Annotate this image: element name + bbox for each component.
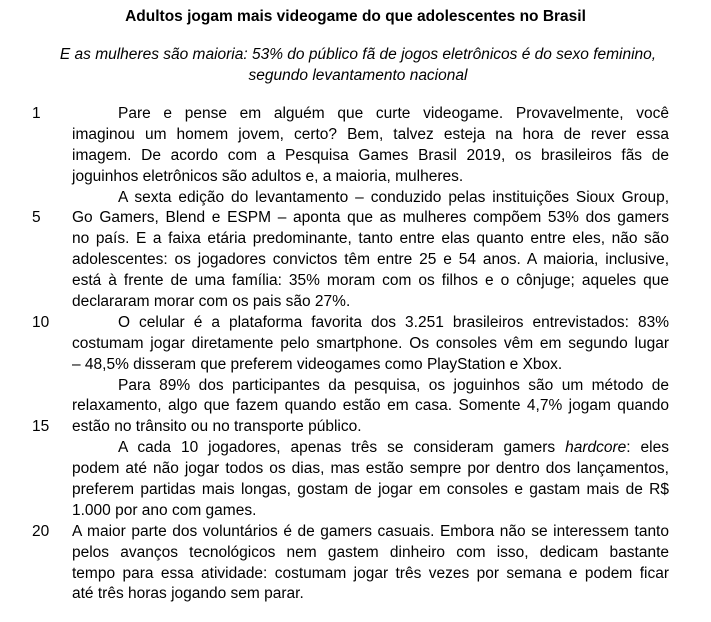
line-text: relaxamento, algo que fazem quando estão em casa. Somente 4,7% jogam quando	[72, 397, 669, 415]
article-title: Adultos jogam mais videogame do que adolescentes no Brasil	[125, 8, 586, 25]
line-text: Para 89% dos participantes da pesquisa, os joguinhos são um método de	[118, 376, 669, 394]
text-line	[0, 480, 711, 501]
text-line	[0, 459, 711, 480]
text-line	[0, 396, 711, 417]
line-text-part: : eles	[626, 439, 669, 457]
text-line	[0, 313, 711, 334]
text-line	[0, 104, 711, 125]
line-text: 1.000 por ano com games.	[72, 501, 257, 519]
emphasized-word: hardcore	[565, 439, 627, 457]
line-text: preferem partidas mais longas, gostam de jogar em consoles e gastam mais de R$	[72, 481, 669, 499]
line-text: O celular é a plataforma favorita dos 3.251 brasileiros entrevistados: 83%	[118, 313, 669, 331]
line-text: costumam jogar diretamente pelo smartphone. Os consoles vêm em segundo lugar	[72, 334, 669, 352]
article-subtitle	[20, 44, 696, 86]
line-text: Go Gamers, Blend e ESPM – aponta que as mulheres compõem 53% dos gamers	[72, 209, 669, 227]
line-text	[118, 438, 669, 459]
text-line	[0, 188, 711, 209]
line-text: A sexta edição do levantamento – conduzido pelas instituições Sioux Group,	[118, 188, 669, 206]
text-line	[0, 271, 711, 292]
article-body	[0, 104, 711, 605]
text-line	[0, 584, 711, 605]
text-line	[0, 501, 711, 522]
text-line	[0, 125, 711, 146]
text-line	[0, 250, 711, 271]
text-line	[0, 292, 711, 313]
line-number: 10	[32, 313, 50, 331]
line-text: no país. E a faixa etária predominante, tanto entre elas quanto entre eles, não são	[72, 230, 669, 248]
text-line	[0, 208, 711, 229]
text-line	[0, 543, 711, 564]
line-text: estão no trânsito ou no transporte público.	[72, 418, 362, 436]
line-text: imagem. De acordo com a Pesquisa Games Brasil 2019, os brasileiros fãs de	[72, 146, 669, 164]
text-line	[0, 438, 711, 459]
text-line	[0, 146, 711, 167]
line-number: 20	[32, 522, 50, 540]
line-text: declararam morar com os pais são 27%.	[72, 293, 351, 311]
text-line	[0, 564, 711, 585]
line-text: está à frente de uma família: 35% moram com os filhos e o cônjuge; aqueles que	[72, 272, 669, 290]
line-text-part: A cada 10 jogadores, apenas três se consideram gamers	[118, 439, 566, 457]
subtitle-line: E as mulheres são maioria: 53% do público fã de jogos eletrônicos é do sexo feminino,	[59, 46, 657, 63]
line-text: imaginou um homem jovem, certo? Bem, talvez esteja na hora de rever essa	[72, 125, 669, 143]
text-line	[0, 334, 711, 355]
line-text: Pare e pense em alguém que curte videogame. Provavelmente, você	[118, 105, 669, 122]
text-line	[0, 355, 711, 376]
line-number: 1	[32, 105, 41, 122]
text-line	[0, 229, 711, 250]
line-number: 5	[32, 209, 41, 227]
line-text: tempo para essa atividade: costumam jogar três vezes por semana e podem ficar	[72, 564, 669, 582]
subtitle-line: segundo levantamento nacional	[248, 67, 468, 84]
line-text: até três horas jogando sem parar.	[72, 585, 304, 603]
line-text: pelos avanços tecnológicos nem gastem dinheiro com isso, dedicam bastante	[72, 543, 669, 561]
text-line	[0, 417, 711, 438]
line-text: A maior parte dos voluntários é de gamers casuais. Embora não se interessem tanto	[72, 522, 669, 540]
text-line	[0, 376, 711, 397]
line-text: – 48,5% disseram que preferem videogames como PlayStation e Xbox.	[72, 355, 563, 373]
line-number: 15	[32, 418, 50, 436]
line-text: podem até não jogar todos os dias, mas estão sempre por dentro dos lançamentos,	[72, 460, 669, 478]
line-text: adolescentes: os jogadores convictos têm entre 25 e 54 anos. A maioria, inclusive,	[72, 251, 669, 269]
text-line	[0, 167, 711, 188]
text-line	[0, 522, 711, 543]
line-text: joguinhos eletrônicos são adultos e, a maioria, mulheres.	[72, 167, 464, 185]
